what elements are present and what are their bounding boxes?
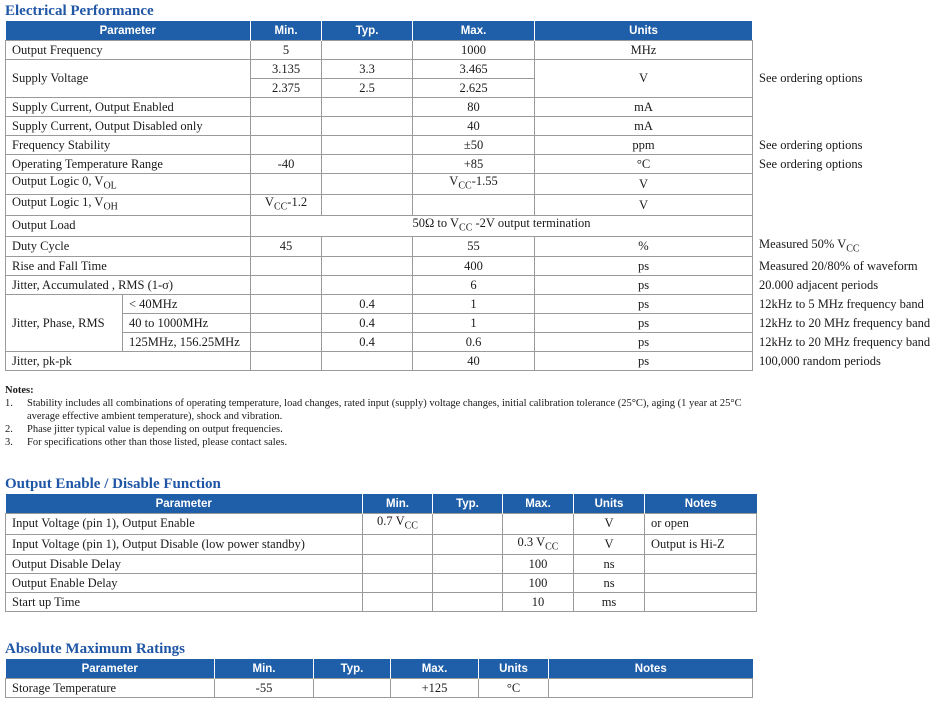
- footnote-item: [5, 423, 745, 436]
- header-notes: Notes: [645, 494, 757, 514]
- table-row: 125MHz, 156.25MHz 0.4 0.6 ps 12kHz to 20 MHz frequency band: [6, 333, 753, 352]
- table-row: [6, 534, 757, 555]
- table-row: [6, 98, 753, 117]
- units-cell: ps: [535, 314, 753, 333]
- param-cell: Output Disable Delay: [6, 555, 363, 574]
- param-cell: Duty Cycle: [6, 236, 251, 257]
- max-text: V: [449, 174, 459, 189]
- header-units: Units: [479, 659, 549, 679]
- max-text-rest: -1.55: [471, 174, 498, 189]
- typ-cell: [322, 352, 413, 371]
- units-cell: mA: [535, 117, 753, 136]
- max-cell: 3.465: [413, 60, 535, 79]
- typ-cell: 2.5: [322, 79, 413, 98]
- max-cell: 1000: [413, 41, 535, 60]
- header-notes: Notes: [549, 659, 753, 679]
- max-cell: 100: [503, 555, 574, 574]
- min-cell: [363, 514, 433, 535]
- typ-cell: [322, 155, 413, 174]
- min-cell: [363, 593, 433, 612]
- header-max: Max.: [413, 21, 535, 41]
- param-cell: Start up Time: [6, 593, 363, 612]
- max-cell: [503, 534, 574, 555]
- footnote-number: 3.: [5, 437, 13, 448]
- header-parameter: Parameter: [6, 21, 251, 41]
- condition-cell: 40 to 1000MHz: [123, 314, 251, 333]
- typ-cell: [322, 117, 413, 136]
- table-row: Rise and Fall Time 400 ps Measured 20/80% of waveform: [6, 257, 753, 276]
- table-row: [6, 195, 753, 216]
- units-cell: ps: [535, 333, 753, 352]
- spanning-value-cell: [251, 216, 753, 237]
- header-min: Min.: [363, 494, 433, 514]
- units-cell: ps: [535, 257, 753, 276]
- units-cell: °C: [535, 155, 753, 174]
- notes-cell: [645, 574, 757, 593]
- header-units: Units: [574, 494, 645, 514]
- units-cell: V: [535, 174, 753, 195]
- header-parameter: Parameter: [6, 494, 363, 514]
- typ-cell: [322, 236, 413, 257]
- units-cell: MHz: [535, 41, 753, 60]
- max-cell: [413, 174, 535, 195]
- units-cell: °C: [479, 679, 549, 698]
- table-row: [6, 555, 757, 574]
- typ-cell: 0.4: [322, 295, 413, 314]
- min-subscript: CC: [404, 520, 418, 532]
- header-min: Min.: [251, 21, 322, 41]
- param-cell: Supply Current, Output Disabled only: [6, 117, 251, 136]
- footnote-text: Stability includes all combinations of operating temperature, load changes, rated input (supply) voltage changes, initial calibration tolerance (25°C), aging (1 year at 25°C average effective ambient temperature), shock and vibration.: [27, 398, 742, 422]
- table-row: Supply Voltage 3.135 3.3 3.465 V See ordering options: [6, 60, 753, 79]
- units-cell: ps: [535, 352, 753, 371]
- max-cell: 1: [413, 295, 535, 314]
- max-cell: 6: [413, 276, 535, 295]
- typ-cell: [433, 574, 503, 593]
- typ-cell: [322, 98, 413, 117]
- max-cell: 55: [413, 236, 535, 257]
- table-row: Operating Temperature Range -40 +85 °C See ordering options: [6, 155, 753, 174]
- table-row: [6, 574, 757, 593]
- max-cell: [413, 195, 535, 216]
- param-cell: Jitter, pk-pk: [6, 352, 251, 371]
- typ-cell: [433, 534, 503, 555]
- param-cell: Supply Current, Output Enabled: [6, 98, 251, 117]
- units-cell: %: [535, 236, 753, 257]
- min-cell: [251, 98, 322, 117]
- max-subscript: CC: [458, 180, 472, 192]
- param-cell: Operating Temperature Range: [6, 155, 251, 174]
- notes-text: Measured 50% V: [759, 236, 847, 251]
- min-cell: [251, 136, 322, 155]
- units-cell: mA: [535, 98, 753, 117]
- electrical-performance-title: Electrical Performance: [5, 3, 154, 19]
- header-max: Max.: [391, 659, 479, 679]
- units-cell: V: [535, 60, 753, 98]
- table-row: [6, 216, 753, 237]
- units-cell: ns: [574, 555, 645, 574]
- param-cell: Jitter, Phase, RMS: [6, 295, 123, 352]
- param-cell: Output Frequency: [6, 41, 251, 60]
- table-row: Jitter, Phase, RMS < 40MHz 0.4 1 ps 12kHz to 5 MHz frequency band: [6, 295, 753, 314]
- absolute-max-table: [5, 659, 753, 698]
- param-cell: Supply Voltage: [6, 60, 251, 98]
- table-header-row: [6, 659, 753, 679]
- max-cell: [503, 514, 574, 535]
- table-row: [6, 236, 753, 257]
- param-cell: Output Load: [6, 216, 251, 237]
- table-header-row: Parameter Min. Typ. Max. Units Notes: [6, 21, 753, 41]
- typ-cell: [433, 593, 503, 612]
- typ-cell: [314, 679, 391, 698]
- absolute-max-title: Absolute Maximum Ratings: [5, 641, 186, 657]
- table-row: Jitter, Accumulated , RMS (1-σ) 6 ps 20.000 adjacent periods: [6, 276, 753, 295]
- notes-subscript: CC: [846, 243, 860, 254]
- typ-cell: [322, 136, 413, 155]
- min-text: 0.7 V: [377, 514, 405, 528]
- typ-cell: 0.4: [322, 333, 413, 352]
- footnotes-heading: Notes:: [5, 385, 34, 396]
- max-cell: 10: [503, 593, 574, 612]
- typ-cell: 0.4: [322, 314, 413, 333]
- notes-cell: [549, 679, 753, 698]
- notes-cell: [645, 555, 757, 574]
- typ-cell: [322, 195, 413, 216]
- param-cell: Input Voltage (pin 1), Output Disable (low power standby): [6, 534, 363, 555]
- typ-cell: [322, 257, 413, 276]
- min-cell: [363, 555, 433, 574]
- param-subscript: OL: [103, 180, 117, 192]
- param-subscript: OH: [103, 201, 118, 213]
- header-typ: Typ.: [314, 659, 391, 679]
- min-cell: 3.135: [251, 60, 322, 79]
- typ-cell: [322, 174, 413, 195]
- electrical-performance-table: [5, 21, 930, 371]
- table-header-row: [6, 494, 757, 514]
- min-cell: 45: [251, 236, 322, 257]
- max-cell: 400: [413, 257, 535, 276]
- min-cell: [251, 333, 322, 352]
- load-subscript: CC: [459, 222, 473, 234]
- footnotes: [5, 384, 745, 449]
- footnote-number: 1.: [5, 398, 13, 409]
- max-cell: 80: [413, 98, 535, 117]
- param-cell: Rise and Fall Time: [6, 257, 251, 276]
- min-cell: [363, 574, 433, 593]
- table-row: [6, 174, 753, 195]
- table-row: [6, 117, 753, 136]
- header-typ: Typ.: [322, 21, 413, 41]
- max-cell: 40: [413, 352, 535, 371]
- param-cell: Jitter, Accumulated , RMS (1-σ): [6, 276, 251, 295]
- min-cell: [251, 276, 322, 295]
- min-cell: 5: [251, 41, 322, 60]
- max-cell: 40: [413, 117, 535, 136]
- typ-cell: [433, 555, 503, 574]
- footnote-text: For specifications other than those listed, please contact sales.: [27, 437, 288, 448]
- min-cell: [251, 257, 322, 276]
- param-text: Output Logic 0, V: [12, 174, 104, 189]
- param-cell: Frequency Stability: [6, 136, 251, 155]
- param-cell: Output Enable Delay: [6, 574, 363, 593]
- units-cell: ppm: [535, 136, 753, 155]
- output-enable-table: [5, 494, 757, 612]
- typ-cell: [433, 514, 503, 535]
- header-typ: Typ.: [433, 494, 503, 514]
- min-cell: [363, 534, 433, 555]
- min-subscript: CC: [273, 201, 288, 213]
- min-text-rest: -1.2: [287, 195, 308, 210]
- footnote-text: Phase jitter typical value is depending on output frequencies.: [27, 424, 283, 435]
- param-text: Output Logic 1, V: [12, 195, 104, 210]
- header-min: Min.: [215, 659, 314, 679]
- min-cell: -55: [215, 679, 314, 698]
- max-subscript: CC: [545, 541, 559, 552]
- footnote-number: 2.: [5, 424, 13, 435]
- condition-cell: 125MHz, 156.25MHz: [123, 333, 251, 352]
- table-row: Jitter, pk-pk 40 ps 100,000 random periods: [6, 352, 753, 371]
- footnote-item: [5, 397, 745, 423]
- max-cell: +85: [413, 155, 535, 174]
- load-text: 50Ω to V: [412, 216, 460, 230]
- table-row: [6, 593, 757, 612]
- max-cell: 100: [503, 574, 574, 593]
- units-cell: ps: [535, 276, 753, 295]
- param-cell: Input Voltage (pin 1), Output Enable: [6, 514, 363, 535]
- units-cell: ns: [574, 574, 645, 593]
- header-units: Units: [535, 21, 753, 41]
- footnote-item: [5, 436, 745, 449]
- min-text: V: [264, 195, 274, 210]
- min-cell: -40: [251, 155, 322, 174]
- max-cell: 1: [413, 314, 535, 333]
- units-cell: V: [574, 514, 645, 535]
- max-cell: +125: [391, 679, 479, 698]
- min-cell: [251, 195, 322, 216]
- notes-cell: [645, 593, 757, 612]
- max-cell: 0.6: [413, 333, 535, 352]
- param-cell: [6, 174, 251, 195]
- notes-cell: Output is Hi-Z: [645, 534, 757, 555]
- units-cell: V: [535, 195, 753, 216]
- header-parameter: Parameter: [6, 659, 215, 679]
- units-cell: ms: [574, 593, 645, 612]
- min-cell: 2.375: [251, 79, 322, 98]
- min-cell: [251, 352, 322, 371]
- min-cell: [251, 174, 322, 195]
- min-cell: [251, 295, 322, 314]
- units-cell: V: [574, 534, 645, 555]
- typ-cell: [322, 41, 413, 60]
- typ-cell: 3.3: [322, 60, 413, 79]
- table-row: [6, 41, 753, 60]
- header-max: Max.: [503, 494, 574, 514]
- table-row: [6, 679, 753, 698]
- param-cell: [6, 195, 251, 216]
- max-cell: 2.625: [413, 79, 535, 98]
- table-row: Frequency Stability ±50 ppm See ordering options: [6, 136, 753, 155]
- notes-cell: or open: [645, 514, 757, 535]
- max-text: 0.3 V: [517, 534, 546, 549]
- max-cell: ±50: [413, 136, 535, 155]
- typ-cell: [322, 276, 413, 295]
- load-text-rest: -2V output termination: [472, 216, 591, 230]
- table-row: 40 to 1000MHz 0.4 1 ps 12kHz to 20 MHz frequency band: [6, 314, 753, 333]
- param-cell: Storage Temperature: [6, 679, 215, 698]
- output-enable-title: Output Enable / Disable Function: [5, 476, 221, 492]
- units-cell: ps: [535, 295, 753, 314]
- min-cell: [251, 314, 322, 333]
- table-row: [6, 514, 757, 535]
- condition-cell: < 40MHz: [123, 295, 251, 314]
- min-cell: [251, 117, 322, 136]
